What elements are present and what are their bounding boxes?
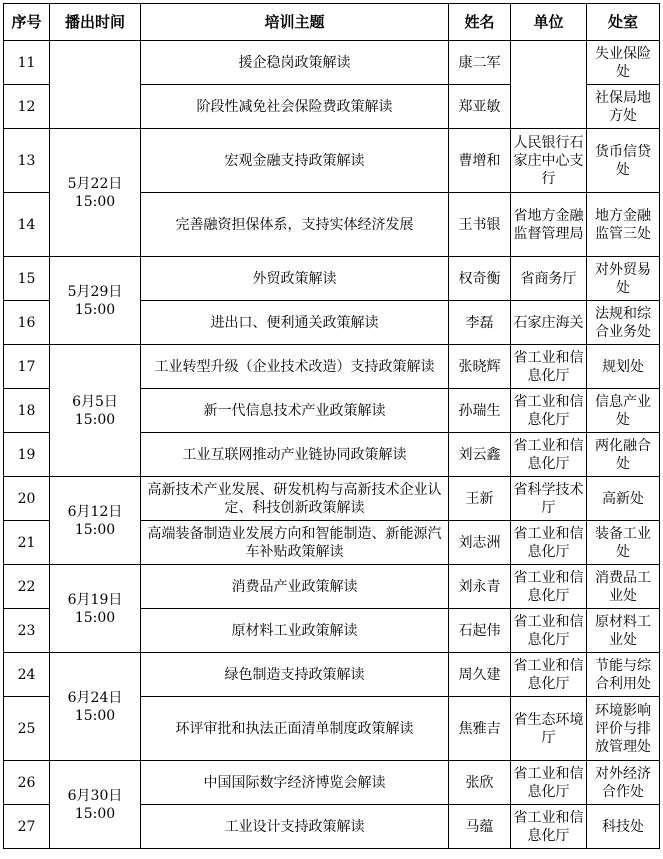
row-topic: 原材料工业政策解读 (141, 609, 449, 653)
header-time: 播出时间 (50, 4, 141, 41)
row-no: 24 (4, 653, 50, 697)
row-no: 13 (4, 129, 50, 193)
row-org: 省工业和信息化厅 (511, 433, 587, 477)
date-day: 6月19日 (67, 591, 123, 608)
row-no: 21 (4, 521, 50, 565)
row-name: 石起伟 (449, 609, 511, 653)
row-topic: 环评审批和执法正面清单制度政策解读 (141, 697, 449, 761)
header-org: 单位 (511, 4, 587, 41)
date-cell (50, 129, 141, 257)
date-time: 15:00 (74, 805, 116, 822)
row-name: 郑亚敏 (449, 85, 511, 129)
row-no: 20 (4, 477, 50, 521)
row-name: 康二军 (449, 41, 511, 85)
row-no: 14 (4, 193, 50, 257)
row-dept: 对外贸易处 (587, 257, 660, 301)
row-topic: 绿色制造支持政策解读 (141, 653, 449, 697)
row-topic: 工业转型升级（企业技术改造）支持政策解读 (141, 345, 449, 389)
row-no: 15 (4, 257, 50, 301)
row-org: 省工业和信息化厅 (511, 521, 587, 565)
table-row (4, 345, 660, 389)
row-dept: 对外经济合作处 (587, 761, 660, 805)
table-row (4, 477, 660, 521)
row-name: 孙瑞生 (449, 389, 511, 433)
date-day: 6月24日 (67, 689, 123, 706)
row-name: 王书银 (449, 193, 511, 257)
row-dept: 两化融合处 (587, 433, 660, 477)
date-day: 6月5日 (72, 393, 118, 410)
row-dept: 信息产业处 (587, 389, 660, 433)
row-name: 张晓辉 (449, 345, 511, 389)
row-name: 焦雅吉 (449, 697, 511, 761)
row-name: 马蕴 (449, 805, 511, 849)
header-dept: 处室 (587, 4, 660, 41)
row-topic: 宏观金融支持政策解读 (141, 129, 449, 193)
row-name: 刘志洲 (449, 521, 511, 565)
row-org: 省商务厅 (511, 257, 587, 301)
row-name: 王新 (449, 477, 511, 521)
table-row (4, 41, 660, 85)
date-cell-empty (50, 41, 141, 129)
row-dept: 环境影响评价与排放管理处 (587, 697, 660, 761)
row-topic: 工业互联网推动产业链协同政策解读 (141, 433, 449, 477)
row-dept: 法规和综合业务处 (587, 301, 660, 345)
row-no: 26 (4, 761, 50, 805)
row-dept: 失业保险处 (587, 41, 660, 85)
table-row (4, 129, 660, 193)
row-name: 刘永青 (449, 565, 511, 609)
row-name: 刘云鑫 (449, 433, 511, 477)
row-dept: 原材料工业处 (587, 609, 660, 653)
date-day: 5月29日 (67, 283, 123, 300)
row-no: 17 (4, 345, 50, 389)
row-name: 周久建 (449, 653, 511, 697)
row-topic: 新一代信息技术产业政策解读 (141, 389, 449, 433)
row-no: 27 (4, 805, 50, 849)
row-name: 李磊 (449, 301, 511, 345)
row-org: 石家庄海关 (511, 301, 587, 345)
row-no: 19 (4, 433, 50, 477)
row-org: 省工业和信息化厅 (511, 389, 587, 433)
row-org: 省工业和信息化厅 (511, 609, 587, 653)
row-topic: 阶段性减免社会保险费政策解读 (141, 85, 449, 129)
header-topic: 培训主题 (141, 4, 449, 41)
date-day: 6月30日 (67, 787, 123, 804)
row-no: 23 (4, 609, 50, 653)
training-schedule-table (3, 3, 660, 849)
row-org: 省工业和信息化厅 (511, 345, 587, 389)
row-no: 12 (4, 85, 50, 129)
table-row (4, 565, 660, 609)
row-no: 22 (4, 565, 50, 609)
table-row (4, 257, 660, 301)
row-topic: 消费品产业政策解读 (141, 565, 449, 609)
row-org (511, 41, 587, 129)
row-no: 16 (4, 301, 50, 345)
row-org: 省工业和信息化厅 (511, 653, 587, 697)
date-cell (50, 653, 141, 761)
date-time: 15:00 (74, 609, 116, 626)
table-row (4, 761, 660, 805)
date-cell (50, 477, 141, 565)
row-org: 省生态环境厅 (511, 697, 587, 761)
date-time: 15:00 (74, 411, 116, 428)
date-cell (50, 565, 141, 653)
row-dept: 规划处 (587, 345, 660, 389)
row-no: 25 (4, 697, 50, 761)
row-dept: 科技处 (587, 805, 660, 849)
row-dept: 消费品工业处 (587, 565, 660, 609)
row-topic: 高新技术产业发展、研发机构与高新技术企业认定、科技创新政策解读 (141, 477, 449, 521)
row-org: 省工业和信息化厅 (511, 565, 587, 609)
row-topic: 进出口、便利通关政策解读 (141, 301, 449, 345)
row-no: 18 (4, 389, 50, 433)
row-org: 省工业和信息化厅 (511, 805, 587, 849)
table-header-row (4, 4, 660, 41)
header-name: 姓名 (449, 4, 511, 41)
date-time: 15:00 (74, 193, 116, 210)
row-no: 11 (4, 41, 50, 85)
row-dept: 地方金融监管三处 (587, 193, 660, 257)
date-cell (50, 761, 141, 849)
row-topic: 援企稳岗政策解读 (141, 41, 449, 85)
row-dept: 高新处 (587, 477, 660, 521)
row-name: 张欣 (449, 761, 511, 805)
date-cell (50, 257, 141, 345)
row-topic: 高端装备制造业发展方向和智能制造、新能源汽车补贴政策解读 (141, 521, 449, 565)
row-dept: 货币信贷处 (587, 129, 660, 193)
row-org: 人民银行石家庄中心支行 (511, 129, 587, 193)
date-cell (50, 345, 141, 477)
row-name: 权奇衡 (449, 257, 511, 301)
row-topic: 工业设计支持政策解读 (141, 805, 449, 849)
row-org: 省科学技术厅 (511, 477, 587, 521)
row-org: 省工业和信息化厅 (511, 761, 587, 805)
table-row (4, 653, 660, 697)
row-name: 曹增和 (449, 129, 511, 193)
date-day: 6月12日 (67, 503, 123, 520)
row-dept: 节能与综合利用处 (587, 653, 660, 697)
date-time: 15:00 (74, 521, 116, 538)
row-org: 省地方金融监督管理局 (511, 193, 587, 257)
header-no: 序号 (4, 4, 50, 41)
row-dept: 装备工业处 (587, 521, 660, 565)
date-day: 5月22日 (67, 175, 123, 192)
date-time: 15:00 (74, 301, 116, 318)
row-topic: 外贸政策解读 (141, 257, 449, 301)
row-dept: 社保局地方处 (587, 85, 660, 129)
row-topic: 中国国际数字经济博览会解读 (141, 761, 449, 805)
row-topic: 完善融资担保体系，支持实体经济发展 (141, 193, 449, 257)
date-time: 15:00 (74, 707, 116, 724)
